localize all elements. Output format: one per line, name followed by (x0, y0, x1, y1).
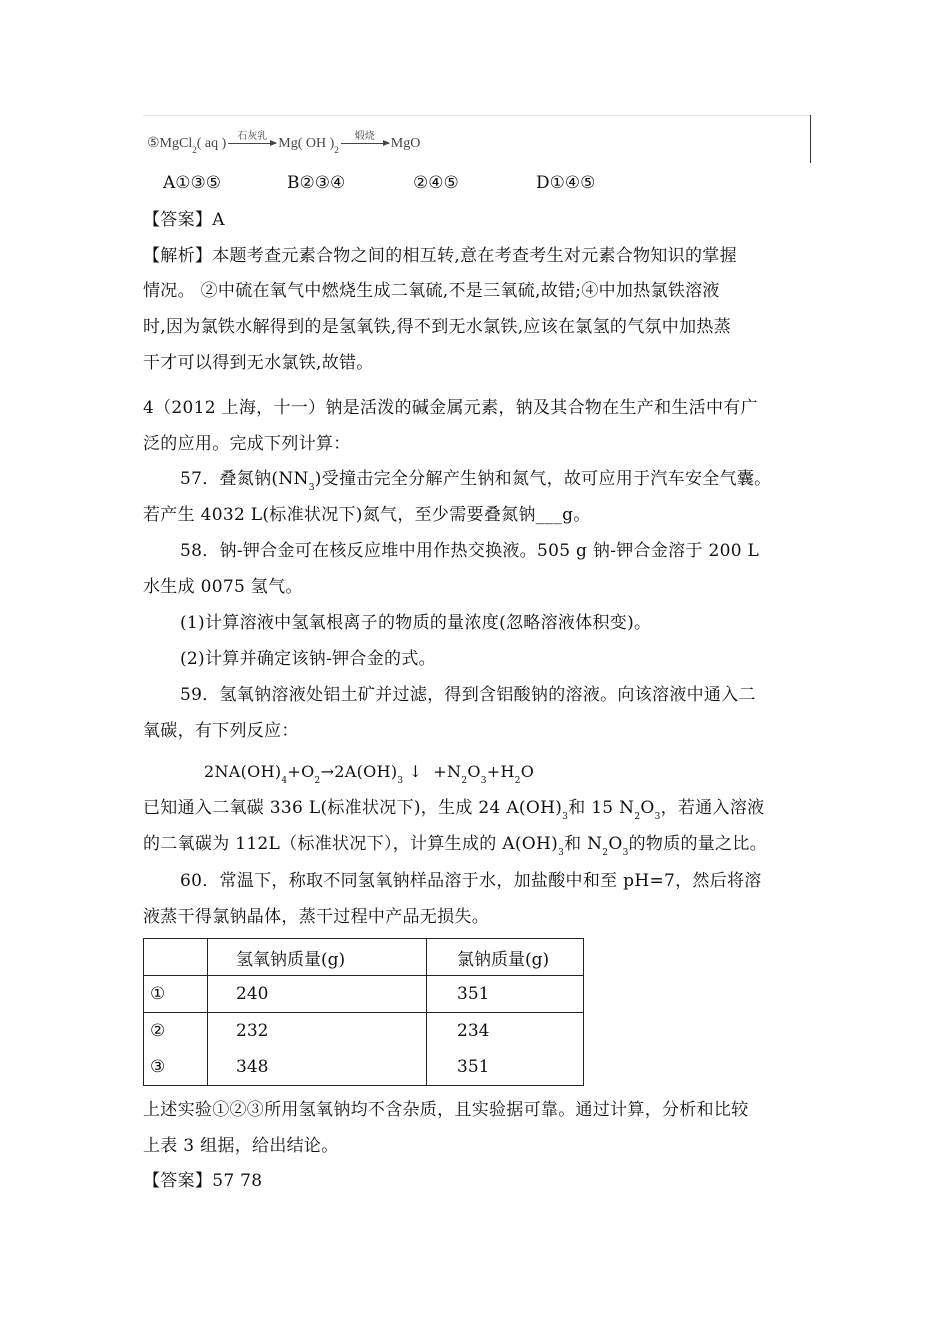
known-text: O (640, 798, 655, 818)
table-cell: ① (144, 976, 208, 1013)
table-row (144, 1049, 584, 1086)
known-text: 的物质的量之比。 (628, 834, 767, 854)
table-header-row (144, 939, 584, 976)
table-row (144, 1013, 584, 1050)
reaction-mid: Mg( OH ) (278, 136, 335, 151)
eq-sub: 2 (314, 776, 321, 786)
q57-text-b: )受撞击完全分解产生钠和氮气，故可应用于汽车安全气囊。 (314, 469, 772, 489)
known-text: 和 15 N (568, 798, 635, 818)
eq-part: ↓ (408, 762, 423, 781)
table-cell: 351 (427, 1049, 584, 1086)
reaction-equation-59 (204, 762, 534, 791)
analysis-line: 时,因为氯铁水解得到的是氢氧铁,得不到无水氯铁,应该在氯氢的气氛中加热蒸 (143, 317, 732, 337)
eq-sub: 2 (461, 776, 468, 786)
question-58-part-1: (1)计算溶液中氢氧根离子的物质的量浓度(忽略溶液体积变)。 (180, 613, 652, 633)
question-4-line: 4（2012 上海，十一）钠是活泼的碱金属元素，钠及其合物在生产和生活中有广 (143, 398, 758, 418)
known-text: O (608, 834, 623, 854)
known-sub: 3 (622, 848, 629, 858)
table-cell: 240 (208, 976, 427, 1013)
table-header-cell: 氯钠质量(g) (427, 939, 584, 976)
conclusion-line: 上述实验①②③所用氢氧钠均不含杂质，且实验据可靠。通过计算，分析和比较 (143, 1100, 749, 1120)
eq-sub: 2 (514, 776, 521, 786)
known-sub: 2 (634, 812, 641, 822)
arrow-icon (228, 131, 276, 144)
eq-part: →2A(OH) (320, 762, 398, 781)
eq-part: +H (486, 762, 515, 781)
analysis-line: 【解析】本题考查元素合物之间的相互转,意在考查考生对元素合物知识的掌握 (143, 246, 737, 266)
answer-2: 【答案】57 78 (143, 1171, 263, 1191)
reaction-end: MgO (390, 136, 421, 151)
known-text: 和 N (564, 834, 603, 854)
question-57-line-2: 若产生 4032 L(标准状况下)氮气，至少需要叠氮钠___g。 (143, 505, 591, 525)
reaction-start-state: ( aq ) (196, 136, 227, 151)
known-text: 的二氧碳为 112L（标准状况下），计算生成的 A(OH) (143, 834, 559, 854)
answer-1: 【答案】A (143, 210, 225, 230)
table-row (144, 976, 584, 1013)
arrow-icon (341, 131, 389, 144)
question-58-line: 58．钠-钾合金可在核反应堆中用作热交换液。505 g 钠-钾合金溶于 200 L (180, 541, 760, 561)
eq-part: 2NA(OH) (204, 762, 282, 781)
known-sub: 3 (654, 812, 661, 822)
q57-sub: 3 (308, 483, 315, 493)
reaction-start: ⑤MgCl (147, 136, 193, 151)
question-57 (180, 469, 771, 498)
question-59-line: 氧碳，有下列反应： (143, 721, 299, 741)
known-text: 已知通入二氧碳 336 L(标准状况下)，生成 24 A(OH) (143, 798, 563, 818)
eq-part: O (467, 762, 481, 781)
reaction-equation (147, 131, 421, 155)
conclusion-line: 上表 3 组据，给出结论。 (143, 1136, 339, 1156)
known-text: ，若通入溶液 (660, 798, 765, 818)
question-59-known (143, 798, 764, 827)
table-cell: 232 (208, 1013, 427, 1050)
eq-sub: 4 (281, 776, 288, 786)
analysis-line: 情况。 ②中硫在氧气中燃烧生成二氧硫,不是三氧硫,故错;④中加热氯铁溶液 (143, 281, 720, 301)
known-sub: 3 (558, 848, 565, 858)
known-sub: 2 (602, 848, 609, 858)
reaction-box (143, 115, 811, 163)
question-60-line: 60．常温下，称取不同氢氧钠样品溶于水，加盐酸中和至 pH=7，然后将溶 (180, 871, 762, 891)
eq-part: +N (433, 762, 462, 781)
option-a: A①③⑤ (163, 173, 221, 193)
eq-sub: 3 (480, 776, 487, 786)
question-59-known-2 (143, 834, 767, 863)
question-59-line: 59．氢氧钠溶液处铝土矿并过滤，得到含铝酸钠的溶液。向该溶液中通入二 (180, 685, 756, 705)
question-58-part-2: (2)计算并确定该钠-钾合金的式。 (180, 649, 436, 669)
known-sub: 3 (562, 812, 569, 822)
question-4-line: 泛的应用。完成下列计算： (143, 434, 351, 454)
table-header-cell (144, 939, 208, 976)
table-cell: 234 (427, 1013, 584, 1050)
eq-sub: 3 (397, 776, 404, 786)
reaction-mid-sub: 2 (334, 145, 339, 155)
table-cell: ③ (144, 1049, 208, 1086)
reagent-label-1: 石灰乳 (237, 131, 268, 143)
table-cell: 348 (208, 1049, 427, 1086)
table-cell: ② (144, 1013, 208, 1050)
analysis-line: 干才可以得到无水氯铁,故错。 (143, 353, 374, 373)
option-c: ②④⑤ (413, 173, 459, 193)
question-58-line: 水生成 0075 氢气。 (143, 577, 303, 597)
option-b: B②③④ (287, 173, 346, 193)
eq-part: +O (287, 762, 315, 781)
reagent-label-2: 煅烧 (354, 131, 375, 143)
table-header-cell: 氢氧钠质量(g) (208, 939, 427, 976)
data-table (143, 938, 584, 1086)
question-60-line: 液蒸干得氯钠晶体，蒸干过程中产品无损失。 (143, 907, 489, 927)
reaction-start-sub: 2 (192, 145, 197, 155)
eq-part: O (520, 762, 535, 781)
table-cell: 351 (427, 976, 584, 1013)
q57-text-a: 57．叠氮钠(NN (180, 469, 309, 489)
option-d: D①④⑤ (536, 173, 596, 193)
